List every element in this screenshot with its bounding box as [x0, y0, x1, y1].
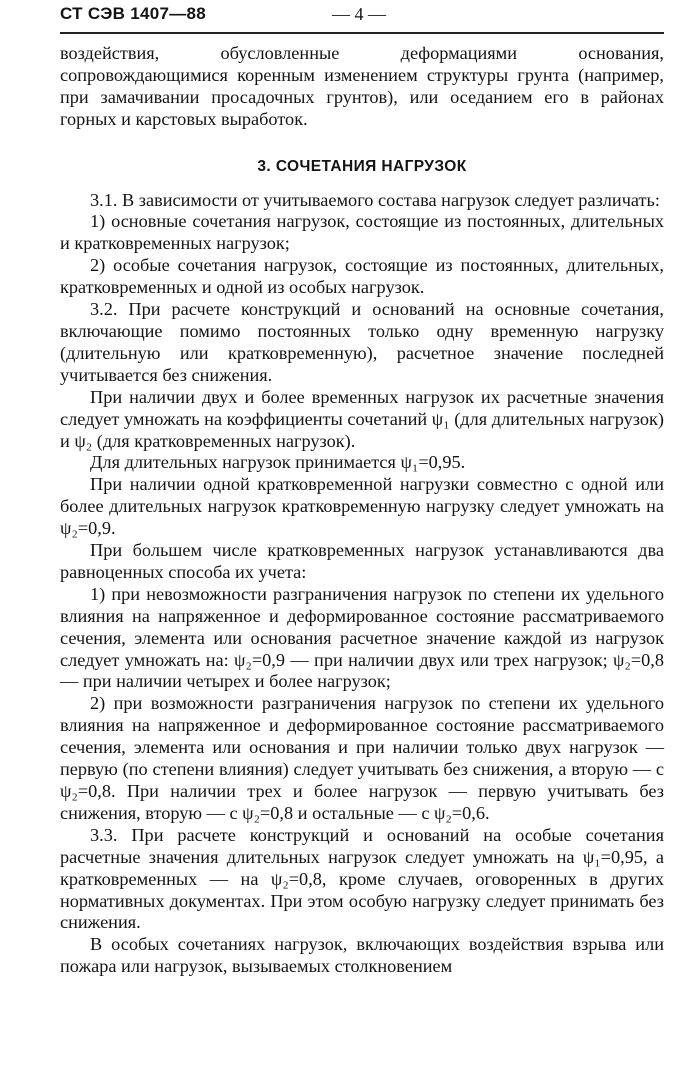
list-item-method-1: 1) при невозможности разграничения нагрузок по степени их удельного влияния на напряженное и деформированное состояние рассматриваемого сечения, элемента или основания расчетное значение каждой из нагрузок следует умножать на: ψ₂=0,9 — при наличии двух или трех нагрузок; ψ₂=0,8 — при наличии четырех и более нагрузок; [60, 583, 664, 692]
header-rule [60, 32, 664, 34]
paragraph-3-1: 3.1. В зависимости от учитываемого состава нагрузок следует различать: [90, 189, 660, 210]
list-item-special-combinations: 2) особые сочетания нагрузок, состоящие из постоянных, длительных, кратковременных и одной из особых нагрузок. [60, 255, 664, 298]
paragraph-3-2: 3.2. При расчете конструкций и оснований на основные сочетания, включающие помимо постоянных только одну временную нагрузку (длительную или кратковременную), расчетное значение последней учитывается без снижения. [60, 299, 664, 385]
paragraph-continuation: воздействия, обусловленные деформациями основания, сопровождающимися коренным изменением структуры грунта (например, при замачивании просадочных грунтов), или оседанием его в районах горных и карстовых выработок. [60, 43, 664, 129]
list-item-main-combinations: 1) основные сочетания нагрузок, состоящие из постоянных, длительных и кратковременных нагрузок; [60, 211, 664, 254]
list-item-method-2: 2) при возможности разграничения нагрузок по степени их удельного влияния на напряженное и деформированное состояние рассматриваемого сечения, элемента или основания и при наличии только двух нагрузок — первую (по степени влияния) следует учитывать без снижения, а вторую — с ψ₂=0,8. При наличии трех и более нагрузок — первую учитывать без снижения, вторую — с ψ₂=0,8 и остальные — с ψ₂=0,6. [60, 693, 664, 823]
paragraph-combination-coefficients: При наличии двух и более временных нагрузок их расчетные значения следует умножать на коэффициенты сочетаний ψ₁ (для длительных нагрузок) и ψ₂ (для кратковременных нагрузок). [60, 386, 664, 451]
paragraph-3-3: 3.3. При расчете конструкций и оснований на особые сочетания расчетные значения длительных нагрузок следует умножать на ψ₁=0,95, а кратковременных — на ψ₂=0,8, кроме случаев, оговоренных в других нормативных документах. При этом особую нагрузку следует принимать без снижения. [60, 824, 664, 933]
paragraph-single-short-term: При наличии одной кратковременной нагрузки совместно с одной или более длительных нагрузок кратковременную нагрузку следует умножать на ψ₂=0,9. [60, 474, 664, 539]
page-header [60, 4, 660, 32]
paragraph-explosion-fire: В особых сочетаниях нагрузок, включающих воздействия взрыва или пожара или нагрузок, вызываемых столкновением [60, 934, 664, 977]
page-number: — 4 — [332, 4, 386, 24]
section-heading: 3. СОЧЕТАНИЯ НАГРУЗОК [257, 157, 467, 175]
standard-code: СТ СЭВ 1407—88 [60, 4, 207, 23]
paragraph-many-short-term: При большем числе кратковременных нагрузок устанавливаются два равноценных способа их учета: [60, 540, 664, 582]
paragraph-psi1: Для длительных нагрузок принимается ψ₁=0,95. [90, 452, 466, 473]
document-body [60, 43, 664, 978]
